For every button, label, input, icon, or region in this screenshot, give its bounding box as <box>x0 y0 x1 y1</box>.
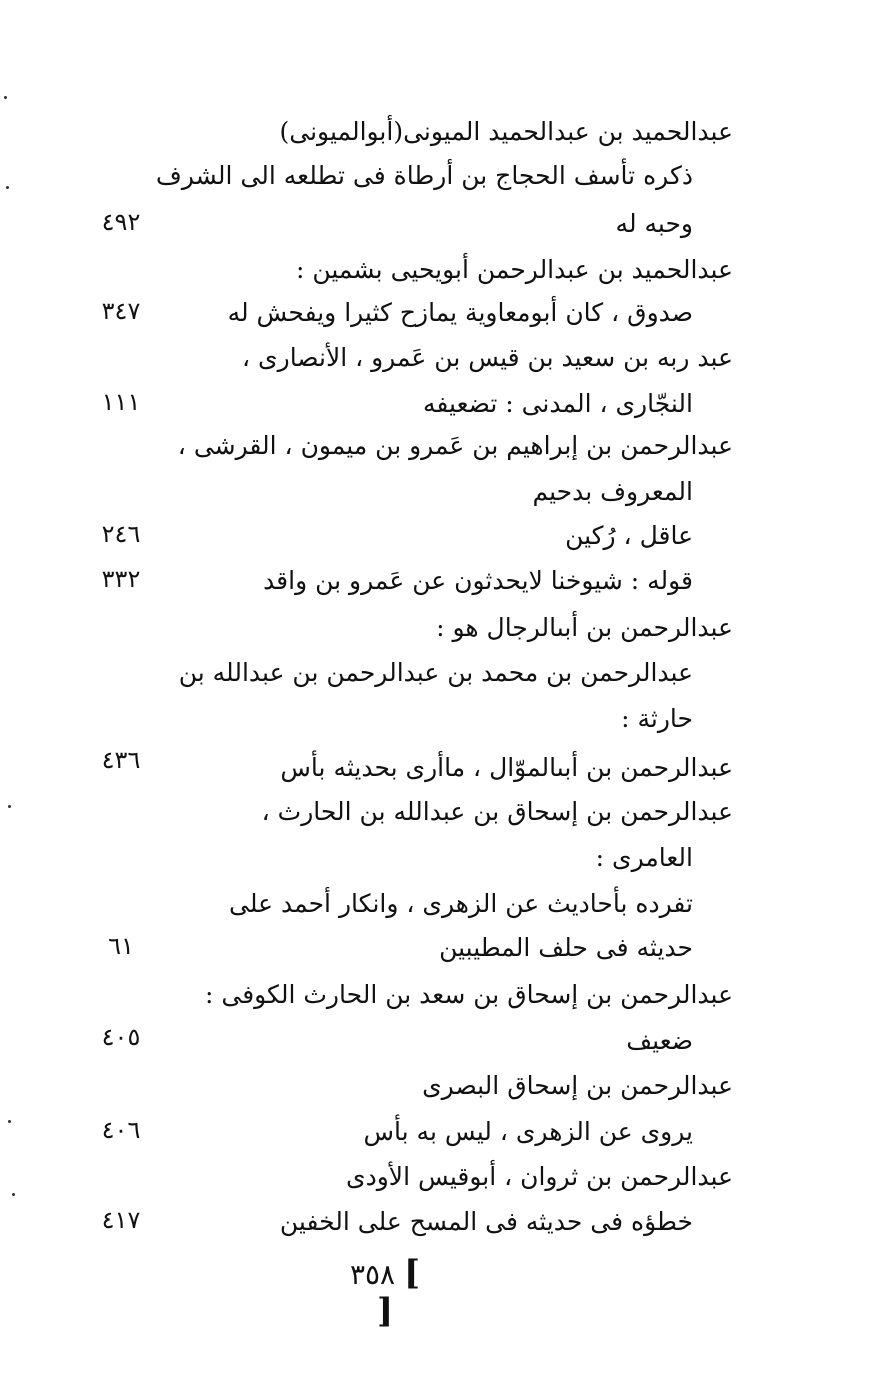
page-number <box>340 1255 430 1331</box>
index-subentry: صدوق ، كان أبومعاوية يمازح كثيرا ويفحش له <box>227 298 693 327</box>
index-subentry: المعروف بدحيم <box>532 477 693 506</box>
page-ref: ٢٤٦ <box>101 520 141 548</box>
scan-speck <box>4 96 7 99</box>
page-bracket-open: [ <box>376 1291 394 1331</box>
index-subentry: العامرى : <box>595 843 693 872</box>
page-ref: ٤٠٥ <box>101 1023 141 1051</box>
index-heading: عبدالرحمن بن إبراهيم بن عَمرو بن ميمون ، القرشى ، <box>177 431 733 460</box>
index-subentry: عاقل ، رُكين <box>565 521 693 550</box>
index-heading: عبدالحميد بن عبدالحميد الميونى(أبوالميونى) <box>279 117 733 146</box>
page-ref: ٣٤٧ <box>101 297 141 325</box>
index-heading: عبدالرحمن بن ثروان ، أبوقيس الأودى <box>346 1162 733 1191</box>
page-ref: ٤٠٦ <box>101 1116 141 1144</box>
scan-speck <box>8 1120 11 1123</box>
scan-speck <box>6 186 9 189</box>
index-heading: عبدالرحمن بن إسحاق بن سعد بن الحارث الكوفى : <box>204 980 733 1009</box>
page-bracket-close: ] <box>403 1253 421 1293</box>
scan-speck <box>8 805 11 808</box>
scan-speck <box>12 1193 15 1196</box>
index-heading: عبدالرحمن بن أبىالموّال ، ماأرى بحديثه بأس <box>280 753 733 782</box>
page-ref: ٦١ <box>108 932 134 960</box>
page-ref: ٤٩٢ <box>101 208 141 236</box>
index-subentry: حديثه فى حلف المطيبين <box>439 933 693 962</box>
index-subentry: خطؤه فى حديثه فى المسح على الخفين <box>279 1207 693 1236</box>
index-subentry: تفرده بأحاديث عن الزهرى ، وانكار أحمد على <box>229 889 693 918</box>
page-number-value: ٣٥٨ <box>349 1258 396 1291</box>
index-heading: عبدالحميد بن عبدالرحمن أبويحيى بشمين : <box>295 255 733 284</box>
index-subentry: ذكره تأسف الحجاج بن أرطاة فى تطلعه الى الشرف <box>155 161 693 190</box>
index-subentry: النجّارى ، المدنى : تضعيفه <box>422 389 693 418</box>
index-subentry: يروى عن الزهرى ، ليس به بأس <box>363 1117 693 1146</box>
index-heading: عبدالرحمن بن أبىالرجال هو : <box>436 613 733 642</box>
index-subentry: حارثة : <box>621 704 693 733</box>
index-subentry: وحبه له <box>615 209 693 238</box>
index-heading: عبدالرحمن بن إسحاق البصرى <box>422 1071 733 1100</box>
index-subentry: قوله : شيوخنا لايحدثون عن عَمرو بن واقد <box>263 566 693 595</box>
index-subentry: عبدالرحمن بن محمد بن عبدالرحمن بن عبدالله بن <box>178 658 693 687</box>
page-ref: ٤١٧ <box>101 1206 141 1234</box>
page-ref: ٤٣٦ <box>101 746 141 774</box>
index-heading: عبدالرحمن بن إسحاق بن عبدالله بن الحارث ، <box>261 797 733 826</box>
page-ref: ١١١ <box>101 388 141 416</box>
page-ref: ٣٣٢ <box>101 565 141 593</box>
index-subentry: ضعيف <box>626 1026 693 1055</box>
index-heading: عبد ربه بن سعيد بن قيس بن عَمرو ، الأنصارى ، <box>242 343 733 372</box>
